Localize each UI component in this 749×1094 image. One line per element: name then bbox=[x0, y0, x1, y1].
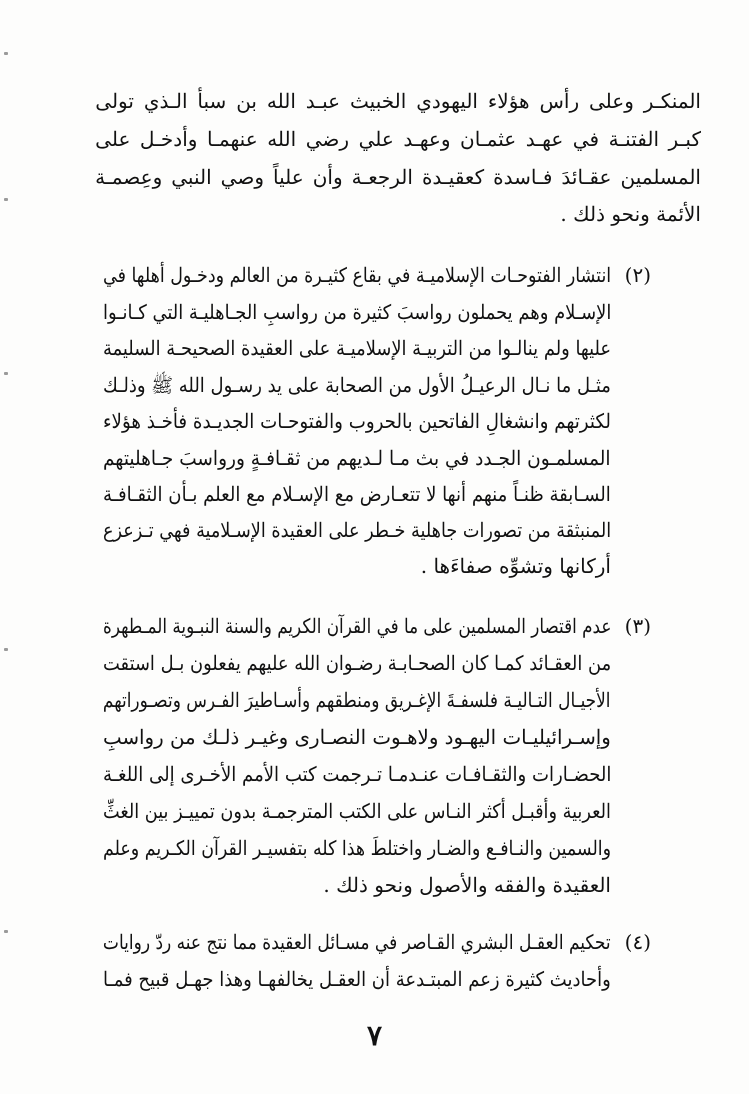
text-line: السـابقة ظنـاً منهم أنها لا تتعـارض مع الإسـلام مع العلم بـأن الثقـافـة bbox=[103, 482, 611, 506]
text-line: عليها ولم ينالـوا من التربيـة الإسلاميـة على العقيدة الصحيحـة السليمة bbox=[103, 336, 611, 360]
binding-mark bbox=[4, 198, 8, 201]
text-line: عدم اقتصار المسلمين على ما في القرآن الكريم والسنة النبـوية المـطهرة bbox=[103, 614, 611, 638]
text-line: الحضـارات والثقـافـات عنـدمـا تـرجمت كتب الأمم الأخـرى إلى اللغـة bbox=[103, 762, 611, 786]
text-line: المسلمـون الجـدد في بث مـا لـديهم من ثقـافـةٍ ورواسبَ جـاهليتهم bbox=[103, 446, 611, 470]
text-line: وأحاديث كثيرة زعم المبتـدعة أن العقـل يخالفهـا وهذا جهـل قبيح فمـا bbox=[103, 967, 611, 991]
text-line: كبـر الفتنـة في عهـد عثمـان وعهـد علي رضي الله عنهمـا وأدخـل على bbox=[95, 127, 701, 151]
text-line: العقيدة والفقه والأصول ونحو ذلك . bbox=[323, 873, 611, 897]
text-line: العربية وأقبـل أكثر النـاس على الكتب المترجمـة بدون تمييـز بين الغثِّ bbox=[103, 799, 611, 823]
text-line: من العقـائد كمـا كان الصحـابـة رضـوان الله عليهم يفعلون بـل استقت bbox=[103, 651, 611, 675]
paragraph-number: (٢) bbox=[624, 263, 651, 287]
binding-mark bbox=[4, 648, 8, 651]
binding-mark bbox=[4, 372, 8, 375]
text-line: مثـل ما نـال الرعيـلُ الأول من الصحابة على يد رسـول الله ﷺ وذلـك bbox=[103, 373, 611, 397]
binding-mark bbox=[4, 930, 8, 933]
binding-mark bbox=[4, 52, 8, 55]
text-line: المنكـر وعلى رأس هؤلاء اليهودي الخبيث عبـد الله بن سبأ الـذي تولى bbox=[95, 89, 701, 113]
paragraph-number: (٣) bbox=[624, 614, 651, 638]
text-line: والسمين والنـافـع والضـار واختلطَ هذا كله بتفسيـر القرآن الكـريم وعلم bbox=[103, 836, 611, 860]
text-line: انتشار الفتوحـات الإسلاميـة في بقاع كثيـرة من العالم ودخـول أهلها في bbox=[103, 263, 611, 287]
text-line: الأئمة ونحو ذلك . bbox=[560, 202, 701, 226]
text-line: لكثرتهم وانشغالِ الفاتحين بالحروب والفتوحـات الجديـدة فأخـذ هؤلاء bbox=[103, 409, 611, 433]
text-line: أركانها وتشوِّه صفاءَها . bbox=[420, 554, 611, 578]
text-line: المسلمين عقـائدَ فـاسدة كعقيـدة الرجعـة وأن علياً وصي النبي وعِصمـة bbox=[95, 165, 701, 189]
text-line: الأجيـال التـاليـة فلسفـةَ الإغـريق ومنطقهم وأسـاطيرَ الفـرس وتصـوراتهم bbox=[103, 688, 611, 712]
paragraph-number: (٤) bbox=[624, 930, 651, 954]
text-line: وإسـرائيليـات اليهـود ولاهـوت النصـارى وغيـر ذلـك من رواسبِ bbox=[103, 725, 611, 749]
text-line: الإسـلام وهم يحملون رواسبَ كثيرة من رواسبِ الجـاهليـة التي كـانـوا bbox=[103, 300, 611, 324]
page-number: ٧ bbox=[366, 1019, 383, 1052]
text-line: تحكيم العقـل البشري القـاصر في مسـائل العقيدة مما نتج عنه ردّ روايات bbox=[103, 930, 611, 954]
text-line: المنبثقة من تصورات جاهلية خـطر على العقيدة الإسـلامية فهي تـزعزع bbox=[103, 518, 611, 542]
